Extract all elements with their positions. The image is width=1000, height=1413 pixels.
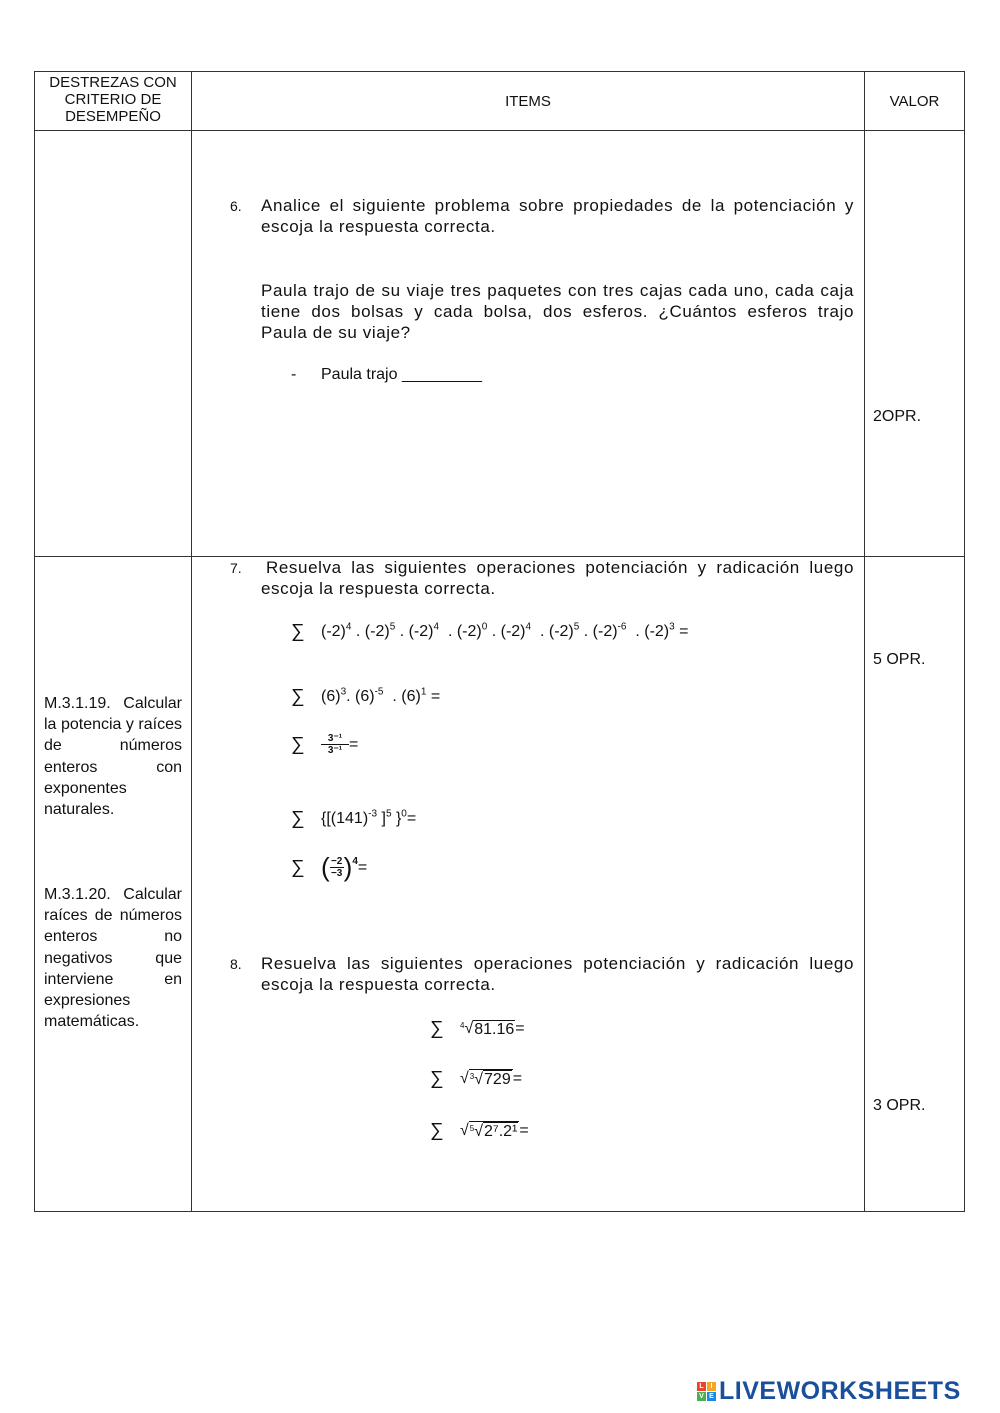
q8-exercise-3-root: √ $^5$ √ 2⁷.2¹ bbox=[460, 1122, 518, 1140]
q7-ex1-term-operator: . bbox=[351, 623, 365, 640]
q6-number: 6. bbox=[230, 198, 242, 214]
q7-exercise-1-expression bbox=[321, 623, 688, 641]
q7-exercise-4-expression: {[$(141)^{-3}$ ]$^5$ }$^0$= bbox=[321, 808, 417, 827]
q7-ex1-term-operator: . bbox=[579, 623, 593, 640]
q7-exercise-3[interactable] bbox=[291, 733, 358, 756]
q8-prompt: Resuelva las siguientes operaciones potenciación y radicación luego escoja la respuesta correcta. bbox=[261, 954, 854, 994]
header-valor: VALOR bbox=[889, 93, 940, 110]
q7-ex2-term-base: (6) bbox=[401, 688, 421, 705]
q8-exercise-3[interactable] bbox=[430, 1120, 529, 1142]
table-top-border bbox=[34, 71, 965, 72]
q7-ex2-term-operator: = bbox=[426, 688, 441, 705]
q7-value: 5 OPR. bbox=[873, 651, 926, 668]
q7-ex2-term-exponent: -5 bbox=[374, 686, 384, 698]
q7-ex1-term-exponent: 5 bbox=[573, 621, 580, 633]
col-divider-1 bbox=[191, 71, 192, 1212]
q7-ex1-term-base: (-2) bbox=[456, 623, 482, 640]
q7-ex1-term-exponent: 5 bbox=[389, 621, 396, 633]
sigma-bullet: ∑ bbox=[430, 1068, 444, 1089]
q6-answer-dash: - bbox=[291, 366, 297, 383]
q7-exercise-2-expression bbox=[321, 688, 440, 706]
q7-ex1-term-operator: . bbox=[626, 623, 645, 640]
header-destrezas: DESTREZAS CON CRITERIO DE DESEMPEÑO bbox=[49, 74, 177, 125]
q7-ex1-term-exponent: 3 bbox=[669, 621, 675, 633]
q7-ex1-term-base: (-2) bbox=[364, 623, 390, 640]
sigma-bullet: ∑ bbox=[430, 1018, 444, 1039]
q7-prompt: Resuelva las siguientes operaciones potenciación y radicación luego escoja la respuesta correcta. bbox=[261, 558, 854, 598]
q8-value: 3 OPR. bbox=[873, 1097, 926, 1114]
q7-ex1-term-base: (-2) bbox=[500, 623, 526, 640]
q8-exercise-1-root: $^4$ √ 81.16 bbox=[460, 1020, 515, 1038]
sigma-bullet: ∑ bbox=[291, 621, 305, 642]
q7-ex2-term-base: (6) bbox=[321, 688, 341, 705]
q8-exercise-2[interactable] bbox=[430, 1068, 522, 1090]
q7-ex1-term-base: (-2) bbox=[644, 623, 670, 640]
header-items: ITEMS bbox=[505, 93, 551, 110]
sigma-bullet: ∑ bbox=[291, 808, 305, 829]
q6-problem: Paula trajo de su viaje tres paquetes con tres cajas cada uno, cada caja tiene dos bolsas y cada bolsa, dos esferos. ¿Cuántos esferos trajo Paula de su viaje? bbox=[261, 281, 854, 342]
q7-exercise-1[interactable] bbox=[291, 621, 688, 643]
q7-exercise-5-power: ( $\frac{-2}{-3}$ ) $^4$ bbox=[321, 852, 358, 882]
q8-exercise-3-equals: = bbox=[519, 1122, 529, 1139]
q7-ex1-term-exponent: 4 bbox=[345, 621, 352, 633]
q8-number: 8. bbox=[230, 956, 242, 972]
q7-exercise-5-equals: = bbox=[357, 858, 368, 876]
fraction: $\frac{-2}{-3}$ bbox=[330, 856, 343, 879]
q7-exercise-3-equals: = bbox=[349, 735, 359, 753]
q7-ex1-term-base: (-2) bbox=[548, 623, 574, 640]
sigma-bullet: ∑ bbox=[430, 1120, 444, 1141]
q7-ex1-term-exponent: 4 bbox=[525, 621, 532, 633]
q8-exercise-2-equals: = bbox=[512, 1070, 523, 1087]
q7-ex2-term-operator: . bbox=[383, 688, 402, 705]
fraction-numerator: 3⁻¹ bbox=[327, 733, 343, 744]
skill-m3-1-20: M.3.1.20. Calcular raíces de números enteros no negativos que interviene en expresiones matemáticas. bbox=[44, 886, 182, 1031]
q7-ex2-term-exponent: 1 bbox=[420, 686, 427, 698]
q7-exercise-3-fraction bbox=[321, 733, 349, 756]
q7-ex1-term-operator: . bbox=[439, 623, 457, 640]
q8-exercise-1-equals: = bbox=[515, 1020, 525, 1037]
q6-prompt: Analice el siguiente problema sobre propiedades de la potenciación y escoja la respuesta correcta. bbox=[261, 196, 854, 236]
q7-ex1-term-operator: . bbox=[531, 623, 549, 640]
q7-ex1-term-exponent: -6 bbox=[617, 621, 627, 633]
skill-m3-1-19: M.3.1.19. Calcular la potencia y raíces de números enteros con exponentes naturales. bbox=[44, 695, 182, 819]
logo-text: LIVEWORKSHEETS bbox=[719, 1377, 961, 1405]
q7-ex1-term-exponent: 0 bbox=[481, 621, 488, 633]
sigma-bullet: ∑ bbox=[291, 733, 305, 755]
sigma-bullet: ∑ bbox=[291, 686, 305, 707]
q6-value: 2OPR. bbox=[873, 408, 922, 425]
col-divider-2 bbox=[864, 71, 865, 1212]
q7-ex1-term-operator: . bbox=[487, 623, 501, 640]
logo-mark-icon: L I V E bbox=[697, 1382, 716, 1401]
q8-exercise-1[interactable] bbox=[430, 1018, 525, 1040]
q7-ex1-term-base: (-2) bbox=[321, 623, 346, 640]
liveworksheets-logo bbox=[697, 1377, 961, 1406]
q7-ex1-term-base: (-2) bbox=[592, 623, 618, 640]
q7-number: 7. bbox=[230, 560, 242, 576]
table-right-border bbox=[964, 71, 965, 1212]
q7-ex1-term-exponent: 4 bbox=[433, 621, 440, 633]
q7-ex2-term-base: (6) bbox=[355, 688, 375, 705]
q7-ex1-term-operator: = bbox=[674, 623, 689, 640]
q7-exercise-5[interactable] bbox=[291, 852, 367, 883]
q7-exercise-2[interactable] bbox=[291, 686, 440, 708]
q6-answer-label[interactable]: Paula trajo _________ bbox=[321, 366, 483, 383]
q7-ex1-term-operator: . bbox=[395, 623, 409, 640]
fraction-denominator: 3⁻¹ bbox=[327, 745, 343, 756]
q8-exercise-2-root: √ $^3$ √ 729 bbox=[460, 1070, 511, 1088]
table-left-border bbox=[34, 71, 35, 1212]
sigma-bullet: ∑ bbox=[291, 856, 305, 878]
table-bottom-border bbox=[34, 1211, 965, 1212]
q7-ex1-term-base: (-2) bbox=[408, 623, 434, 640]
q7-ex2-term-operator: . bbox=[346, 688, 356, 705]
q7-exercise-4[interactable] bbox=[291, 808, 416, 830]
q7-ex2-term-exponent: 3 bbox=[340, 686, 347, 698]
header-bottom-border bbox=[34, 130, 965, 131]
